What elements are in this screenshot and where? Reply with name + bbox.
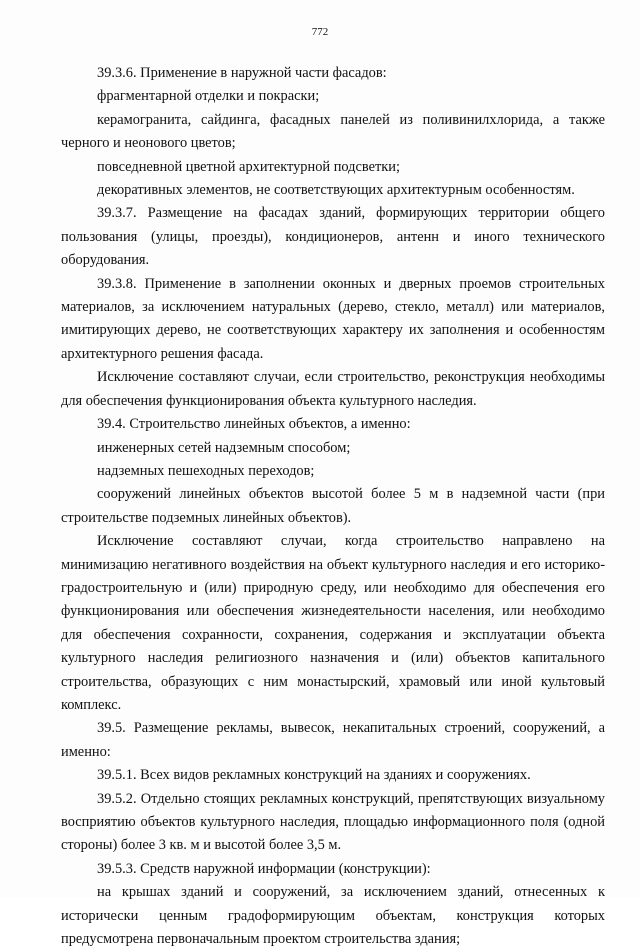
paragraph: 39.5.2. Отдельно стоящих рекламных конструкций, препятствующих визуальному восприятию объектов культурного наследия, площадью информационного поля (одной стороны) более 3 кв. м и высотой более 3,5 м. <box>61 790 605 854</box>
paragraph: керамогранита, сайдинга, фасадных панелей из поливинилхлорида, а также черного и неонового цветов; <box>61 111 605 152</box>
paragraph: 39.5.1. Всех видов рекламных конструкций на зданиях и сооружениях. <box>97 767 531 784</box>
paragraph: на крышах зданий и сооружений, за исключением зданий, отнесенных к исторически ценным градоформирующим объектам, конструкция которых предусмотрена первоначальным проектом строительства здания; <box>61 884 605 948</box>
paragraph: 39.4. Строительство линейных объектов, а именно: <box>97 416 411 433</box>
paragraph: сооружений линейных объектов высотой более 5 м в надземной части (при строительстве подземных линейных объектов). <box>61 486 605 526</box>
paragraph: повседневной цветной архитектурной подсветки; <box>97 158 400 175</box>
paragraph: 39.3.6. Применение в наружной части фасадов: <box>97 65 387 81</box>
paragraph: надземных пешеходных переходов; <box>97 462 315 479</box>
paragraph: Исключение составляют случаи, когда строительство направлено на минимизацию негативного воздействия на объект культурного наследия и его историко-градостроительную и (или) природную среду, или необходимо для обеспечения его функционирования или обеспечения жизнедеятельности населения, или необходимо для обеспечения сохранности, сохранения, содержания и эксплуатации объекта культурного наследия религиозного назначения и (или) объектов капитального строительства, образующих с ним монастырский, храмовый или иной культовый комплекс. <box>61 533 605 713</box>
paragraph: декоративных элементов, не соответствующих архитектурным особенностям. <box>97 182 575 199</box>
paragraph: фрагментарной отделки и покраски; <box>97 88 320 105</box>
paragraph: 39.5.3. Средств наружной информации (конструкции): <box>97 860 431 877</box>
document-body <box>61 62 605 951</box>
paragraph: 39.3.8. Применение в заполнении оконных и дверных проемов строительных материалов, за исключением натуральных (дерево, стекло, металл) или материалов, имитирующих дерево, не соответствующих характеру их заполнения и особенностям архитектурного решения фасада. <box>61 275 605 362</box>
page-number: 772 <box>311 26 329 38</box>
paragraph: 39.3.7. Размещение на фасадах зданий, формирующих территории общего пользования (улицы, проезды), кондиционеров, антенн и иного технического оборудования. <box>61 205 605 269</box>
paragraph: Исключение составляют случаи, если строительство, реконструкция необходимы для обеспечения функционирования объекта культурного наследия. <box>61 369 605 409</box>
paragraph: 39.5. Размещение рекламы, вывесок, некапитальных строений, сооружений, а именно: <box>61 720 605 760</box>
paragraph: инженерных сетей надземным способом; <box>97 439 351 456</box>
